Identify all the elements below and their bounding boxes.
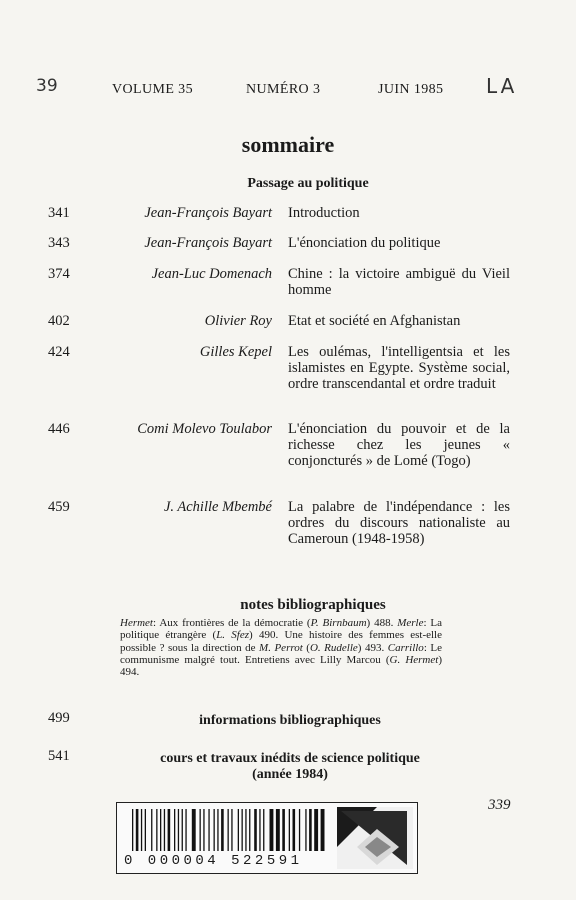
volume-label: VOLUME 35 xyxy=(112,82,193,97)
note-editor: M. Perrot xyxy=(259,641,303,654)
barcode-bar xyxy=(276,809,280,851)
barcode-bar xyxy=(168,809,171,851)
cours-page: 541 xyxy=(48,748,70,764)
entry-article: Etat et société en Afghanistan xyxy=(288,313,461,329)
note-reviewer: O. Rudelle xyxy=(309,641,358,654)
issue-date: JUIN 1985 xyxy=(378,82,444,97)
barcode-bar xyxy=(299,809,300,851)
barcode-bar xyxy=(156,809,157,851)
note-text: : Le communisme malgré tout. Entretiens avec Lilly Marcou ( xyxy=(120,641,442,666)
barcode-bar xyxy=(293,809,296,851)
cours-heading xyxy=(90,751,490,783)
barcode-bar xyxy=(203,809,204,851)
note-page: ) 490. xyxy=(249,629,285,642)
note-reviewer: L. Sfez xyxy=(216,629,250,642)
folio-page-number: 339 xyxy=(488,797,511,813)
note-page: ) 493. xyxy=(357,641,388,654)
barcode-bar xyxy=(263,809,264,851)
note-text: : La politique étrangère ( xyxy=(120,617,442,642)
notes-heading: notes bibliographiques xyxy=(240,597,386,613)
barcode-bar xyxy=(314,809,318,851)
info-heading: informations bibliographiques xyxy=(199,713,381,728)
barcode-bar xyxy=(136,809,139,851)
section-heading: Passage au politique xyxy=(247,176,369,191)
entry-author: Jean-François Bayart xyxy=(144,205,272,221)
cours-line-1: cours et travaux inédits de science politique xyxy=(160,751,420,766)
entry-author: J. Achille Mbembé xyxy=(163,499,272,515)
barcode-label xyxy=(116,802,418,874)
note-reviewer: P. Birnbaum xyxy=(310,617,367,629)
barcode-bar xyxy=(164,809,165,851)
entry-author: Olivier Roy xyxy=(204,313,272,329)
barcode-bar xyxy=(321,809,325,851)
barcode-bar xyxy=(192,809,196,851)
barcode-bar xyxy=(309,809,312,851)
note-author: Merle xyxy=(397,617,424,629)
barcode-bar xyxy=(160,809,161,851)
entry-page: 374 xyxy=(48,266,70,282)
barcode-bar xyxy=(231,809,232,851)
barcode-bar xyxy=(305,809,306,851)
barcode-bar xyxy=(242,809,243,851)
barcode-bar xyxy=(174,809,175,851)
note-author: Carrillo xyxy=(387,641,424,654)
barcode-bar xyxy=(182,809,183,851)
handwritten-initials: LA xyxy=(486,74,518,98)
info-page: 499 xyxy=(48,710,70,726)
barcode-bar xyxy=(282,809,285,851)
entry-page: 459 xyxy=(48,499,70,515)
barcode-digits: 0 000004 522591 xyxy=(124,853,303,869)
barcode-bar xyxy=(217,809,218,851)
barcode-bar xyxy=(185,809,186,851)
note-page: ) 494. xyxy=(120,653,442,679)
note-text: Une histoire des femmes est-elle possible ? sous la direction de xyxy=(120,629,442,654)
entry-article: La palabre de l'indépendance : les ordres du discours nationaliste au Cameroun (1948-1958) xyxy=(288,499,510,547)
entry-article: Introduction xyxy=(288,205,360,221)
notes-paragraph xyxy=(120,617,442,678)
entry-author: Jean-Luc Domenach xyxy=(151,266,272,282)
barcode-bar xyxy=(259,809,260,851)
note-author: Hermet xyxy=(120,617,153,629)
barcode-bar xyxy=(141,809,142,851)
entry-page: 341 xyxy=(48,205,70,221)
entry-page: 446 xyxy=(48,421,70,437)
barcode-bar xyxy=(132,809,133,851)
barcode-bar xyxy=(238,809,239,851)
entry-page: 424 xyxy=(48,344,70,360)
barcode-bars xyxy=(130,809,330,851)
note-page: ) 488. xyxy=(366,617,398,629)
note-text: : Aux frontières de la démocratie ( xyxy=(153,617,311,629)
entry-page: 402 xyxy=(48,313,70,329)
barcode-bar xyxy=(221,809,224,851)
entry-article: L'énonciation du politique xyxy=(288,235,441,251)
entry-article: Chine : la victoire ambiguë du Vieil homme xyxy=(288,266,510,298)
entry-author: Comi Molevo Toulabor xyxy=(137,421,272,437)
handwritten-page-number: 39 xyxy=(36,76,58,96)
page-title: sommaire xyxy=(241,132,335,157)
entry-article: Les oulémas, l'intelligentsia et les islamistes en Egypte. Système social, ordre transcendantal et ordre traduit xyxy=(288,344,510,392)
barcode-bar xyxy=(200,809,201,851)
barcode-bar xyxy=(249,809,250,851)
barcode-bar xyxy=(145,809,146,851)
barcode-bar xyxy=(289,809,290,851)
barcode-bar xyxy=(178,809,179,851)
publisher-logo xyxy=(337,807,413,869)
entry-author: Gilles Kepel xyxy=(199,344,272,360)
barcode-bar xyxy=(254,809,257,851)
note-text: ( xyxy=(302,641,310,654)
barcode-bar xyxy=(228,809,229,851)
barcode-bar xyxy=(214,809,215,851)
barcode-bar xyxy=(245,809,246,851)
entry-page: 343 xyxy=(48,235,70,251)
barcode-bar xyxy=(151,809,152,851)
note-reviewer: G. Hermet xyxy=(389,653,439,666)
barcode-bar xyxy=(208,809,209,851)
issue-number: NUMÉRO 3 xyxy=(246,82,321,97)
entry-author: Jean-François Bayart xyxy=(144,235,272,251)
cours-line-2: (année 1984) xyxy=(252,767,328,782)
barcode-bar xyxy=(270,809,274,851)
entry-article: L'énonciation du pouvoir et de la richesse chez les jeunes « conjoncturés » de Lomé (Togo) xyxy=(288,421,510,469)
